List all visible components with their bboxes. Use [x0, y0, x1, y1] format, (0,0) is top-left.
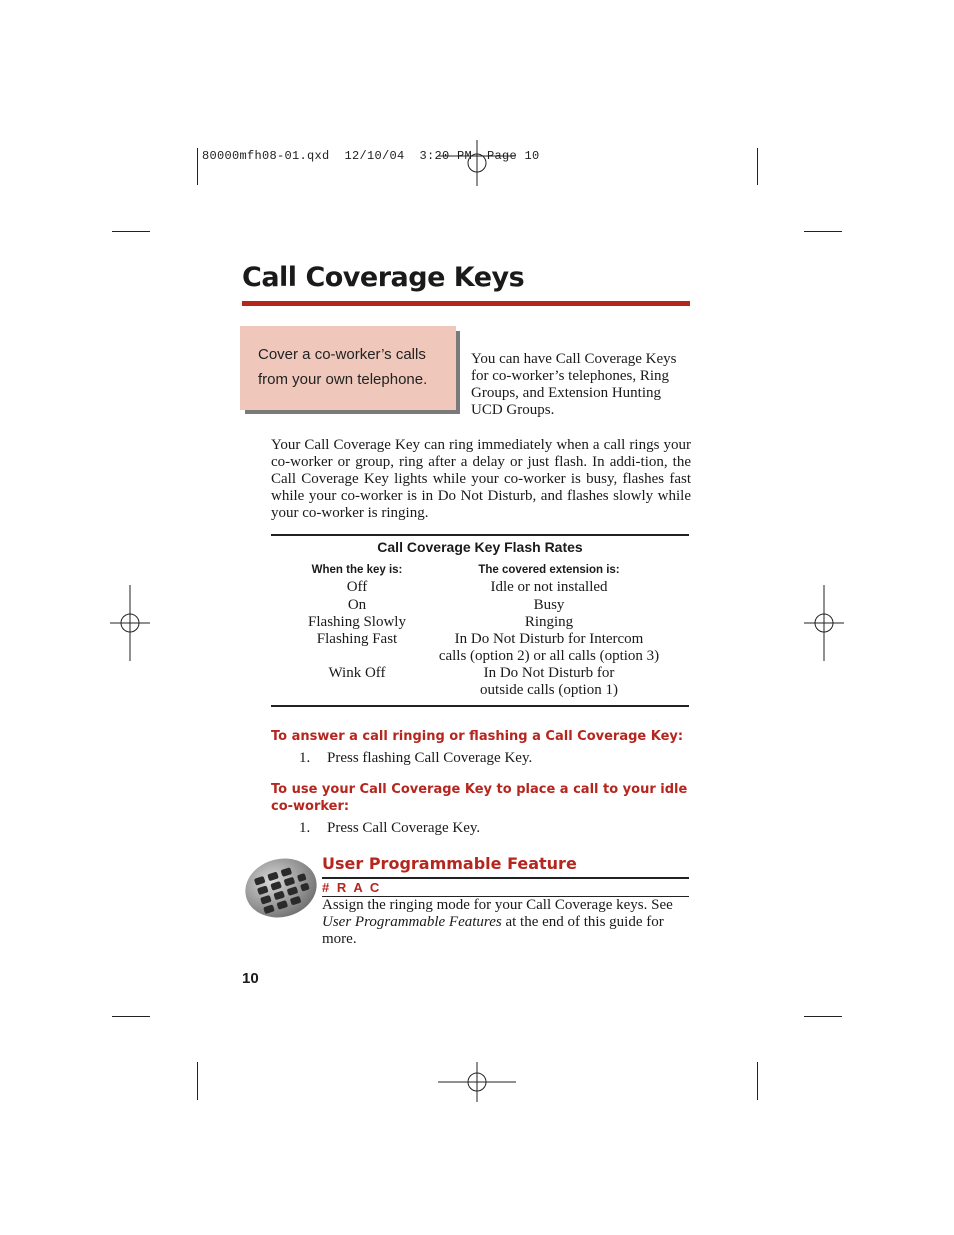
registration-mark-icon — [804, 585, 844, 661]
table-top-rule — [271, 534, 689, 536]
registration-mark-icon — [438, 1062, 516, 1102]
crop-mark — [804, 231, 842, 232]
table-cell-key: Off — [346, 579, 368, 595]
table-bottom-rule — [271, 705, 689, 707]
table-header-extension: The covered extension is: — [478, 564, 620, 576]
table-cell-extension: calls (option 2) or all calls (option 3) — [438, 648, 660, 664]
page-number: 10 — [242, 970, 259, 987]
callout-line: Cover a co-worker’s calls — [258, 346, 426, 363]
table-cell-extension: In Do Not Disturb for — [483, 665, 615, 681]
crop-mark — [197, 148, 198, 185]
body-paragraph: Your Call Coverage Key can ring immediately when a call rings your co-worker or group, ring after a delay or just flash. In addi-tion, the Call Coverage Key lights while your co-worker is busy, flashes fast while your co-worker is in Do Not Disturb, and flashes slowly while your co-worker is ringing. — [271, 437, 691, 521]
phone-keypad-icon — [244, 857, 318, 919]
table-title: Call Coverage Key Flash Rates — [377, 539, 583, 555]
crop-mark — [112, 1016, 150, 1017]
table-cell-extension: Busy — [533, 597, 565, 613]
crop-mark — [757, 148, 758, 185]
upf-code: # R A C — [322, 880, 382, 895]
upf-desc-reference: User Programmable Features — [322, 914, 502, 930]
registration-mark-icon — [110, 585, 150, 661]
table-cell-key: Flashing Slowly — [308, 614, 406, 630]
table-header-key: When the key is: — [311, 564, 403, 576]
table-cell-extension: In Do Not Disturb for Intercom — [454, 631, 644, 647]
table-cell-key: Wink Off — [328, 665, 386, 681]
upf-description — [322, 897, 692, 948]
upf-desc-text: Assign the ringing mode for your Call Coverage keys. See — [322, 897, 673, 913]
section-heading: To use your Call Coverage Key to place a call to your idle co-worker: — [271, 782, 688, 814]
step-text: Press Call Coverage Key. — [327, 820, 481, 836]
crop-mark — [112, 231, 150, 232]
crop-mark — [197, 1062, 198, 1100]
printer-slug: 80000mfh08-01.qxd 12/10/04 3:20 PM Page 10 — [202, 149, 540, 163]
section-heading: To answer a call ringing or flashing a Call Coverage Key: — [271, 729, 684, 744]
table-cell-key: Flashing Fast — [316, 631, 398, 647]
step-text: Press flashing Call Coverage Key. — [327, 750, 533, 766]
step-item — [299, 750, 532, 767]
table-cell-extension: Ringing — [524, 614, 574, 630]
upf-title: User Programmable Feature — [322, 854, 577, 873]
crop-mark — [757, 1062, 758, 1100]
table-cell-extension: Idle or not installed — [490, 579, 608, 595]
table-cell-key: On — [347, 597, 367, 613]
callout-line: from your own telephone. — [258, 371, 428, 388]
step-number: 1. — [299, 820, 311, 836]
intro-text: You can have Call Coverage Keys for co-worker’s telephones, Ring Groups, and Extension Hunting UCD Groups. — [471, 351, 677, 418]
upf-rule — [322, 877, 689, 879]
registration-mark-icon — [438, 140, 516, 186]
step-number: 1. — [299, 750, 311, 766]
table-cell-extension: outside calls (option 1) — [480, 682, 618, 698]
upf-desc-text: at the end of this guide for more. — [322, 914, 664, 947]
callout-box — [240, 326, 456, 410]
title-rule — [242, 301, 690, 306]
page-title: Call Coverage Keys — [242, 262, 525, 293]
crop-mark — [804, 1016, 842, 1017]
step-item — [299, 820, 480, 837]
